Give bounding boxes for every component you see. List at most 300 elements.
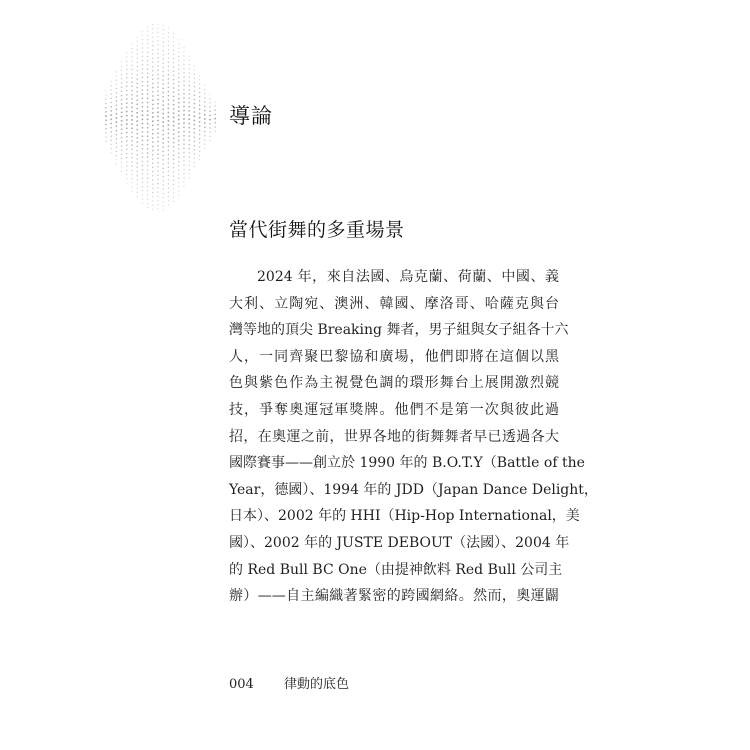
wave-dot — [178, 140, 180, 142]
wave-dot — [111, 81, 112, 82]
wave-dot — [168, 95, 170, 97]
wave-dot — [199, 117, 201, 119]
wave-dot — [178, 52, 179, 53]
wave-dot — [173, 121, 175, 123]
wave-dot — [194, 86, 195, 87]
wave-dot — [131, 119, 133, 121]
wave-dot — [168, 28, 169, 29]
wave-dot — [121, 116, 123, 118]
wave-dot — [199, 159, 200, 160]
wave-dot — [168, 61, 169, 62]
wave-dot — [121, 82, 122, 83]
wave-dot — [215, 101, 216, 102]
wave-dot — [142, 135, 144, 137]
wave-dot — [178, 85, 180, 87]
wave-dot — [183, 101, 185, 103]
wave-dot — [121, 158, 122, 159]
wave-dot — [121, 103, 123, 105]
wave-dot — [116, 96, 118, 98]
wave-dot — [121, 74, 122, 75]
wave-dot — [147, 47, 148, 48]
wave-dot — [141, 110, 143, 112]
wave-dot — [126, 127, 128, 129]
wave-dot — [126, 165, 127, 166]
wave-dot — [162, 142, 164, 144]
wave-dot — [115, 121, 117, 123]
wave-dot — [137, 41, 138, 42]
wave-dot — [121, 141, 123, 143]
wave-dot — [116, 88, 117, 89]
wave-dot — [137, 53, 138, 54]
wave-dot — [189, 56, 190, 57]
wave-dot — [168, 187, 169, 188]
wave-dot — [131, 60, 132, 61]
wave-dot — [189, 161, 190, 162]
wave-dot — [105, 111, 107, 113]
wave-dot — [173, 159, 175, 161]
wave-dot — [162, 159, 164, 161]
wave-dot — [173, 54, 174, 55]
body-line: 技，爭奪奧運冠軍獎牌。他們不是第一次與彼此過 — [229, 401, 559, 418]
wave-dot — [105, 119, 107, 121]
wave-dot — [152, 120, 154, 122]
wave-dot — [168, 133, 170, 135]
wave-dot — [147, 131, 149, 133]
wave-dot — [199, 134, 201, 136]
wave-dot — [157, 23, 158, 24]
wave-dot — [152, 91, 154, 93]
wave-dot — [209, 114, 211, 116]
wave-dot — [152, 66, 154, 68]
wave-dot — [188, 131, 190, 133]
wave-dot — [162, 62, 163, 63]
wave-dot — [194, 99, 196, 101]
wave-dot — [126, 144, 128, 146]
wave-dot — [126, 94, 128, 96]
wave-dot — [168, 166, 170, 168]
wave-dot — [178, 68, 179, 69]
wave-dot — [188, 93, 190, 95]
wave-dot — [142, 72, 144, 74]
wave-dot — [189, 68, 190, 69]
wave-dot — [167, 120, 169, 122]
wave-dot — [131, 106, 133, 108]
wave-dot — [126, 69, 127, 70]
wave-dot — [147, 173, 148, 174]
wave-dot — [178, 182, 179, 183]
wave-dot — [110, 93, 111, 94]
wave-dot — [183, 68, 184, 69]
wave-dot — [152, 200, 153, 201]
wave-dot — [183, 173, 184, 174]
wave-dot — [147, 190, 148, 191]
wave-dot — [152, 209, 153, 210]
wave-dot — [157, 145, 159, 147]
wave-dot — [142, 203, 143, 204]
wave-dot — [126, 102, 128, 104]
wave-dot — [188, 97, 190, 99]
wave-dot — [193, 124, 195, 126]
wave-dot — [105, 136, 106, 137]
wave-dot — [189, 169, 190, 170]
wave-dot — [204, 85, 205, 86]
wave-dot — [183, 118, 185, 120]
wave-dot — [168, 200, 169, 201]
wave-dot — [168, 192, 169, 193]
wave-dot — [157, 200, 158, 201]
wave-dot — [173, 108, 175, 110]
wave-dot — [142, 68, 144, 70]
wave-dot — [193, 115, 195, 117]
wave-dot — [131, 132, 133, 134]
wave-dot — [167, 124, 169, 126]
wave-dot — [142, 106, 144, 108]
wave-dot — [147, 35, 148, 36]
wave-dot — [147, 77, 149, 79]
wave-dot — [105, 103, 107, 105]
body-line: 人，一同齊聚巴黎協和廣場，他們即將在這個以黑 — [229, 348, 559, 365]
wave-dot — [178, 119, 180, 121]
wave-dot — [183, 143, 185, 145]
wave-dot — [110, 98, 112, 100]
wave-dot — [116, 84, 117, 85]
wave-dot — [162, 67, 164, 69]
wave-dot — [193, 111, 195, 113]
wave-dot — [178, 131, 180, 133]
wave-dot — [121, 107, 123, 109]
wave-dot — [126, 161, 127, 162]
wave-dot — [147, 186, 148, 187]
wave-dot — [147, 152, 149, 154]
wave-dot — [111, 152, 112, 153]
wave-dot — [199, 121, 201, 123]
wave-dot — [136, 62, 137, 63]
wave-dot — [142, 93, 144, 95]
wave-dot — [116, 104, 118, 106]
wave-dot — [188, 144, 190, 146]
wave-dot — [173, 154, 175, 156]
wave-dot — [173, 192, 174, 193]
wave-dot — [173, 100, 175, 102]
wave-dot — [157, 170, 159, 172]
wave-dot — [178, 106, 180, 108]
wave-dot — [131, 161, 132, 162]
wave-dot — [162, 121, 164, 123]
wave-dot — [168, 103, 170, 105]
wave-dot — [110, 135, 112, 137]
wave-dot — [157, 166, 159, 168]
wave-dot — [131, 123, 133, 125]
wave-dot — [194, 153, 195, 154]
wave-dot — [178, 56, 179, 57]
wave-dot — [157, 149, 159, 151]
wave-dot — [131, 86, 133, 88]
wave-dot — [183, 131, 185, 133]
wave-dot — [188, 81, 189, 82]
wave-dot — [152, 171, 154, 173]
wave-dot — [131, 127, 133, 129]
wave-dot — [194, 94, 196, 96]
wave-dot — [199, 108, 201, 110]
wave-dot — [136, 74, 138, 76]
wave-dot — [131, 73, 132, 74]
wave-dot — [105, 107, 107, 109]
wave-dot — [209, 119, 211, 121]
wave-dot — [136, 145, 138, 147]
wave-dot — [110, 140, 111, 141]
wave-dot — [204, 114, 206, 116]
page-number: 004 — [229, 677, 254, 692]
wave-dot — [194, 141, 196, 143]
wave-dot — [105, 115, 107, 117]
wave-dot — [126, 106, 128, 108]
wave-dot — [173, 91, 175, 93]
wave-dot — [136, 150, 138, 152]
wave-dot — [157, 183, 158, 184]
wave-dot — [178, 169, 179, 170]
wave-dot — [215, 131, 216, 132]
wave-dot — [157, 141, 159, 143]
wave-dot — [157, 137, 159, 139]
wave-dot — [173, 163, 175, 165]
wave-dot — [142, 169, 143, 170]
wave-dot — [111, 144, 112, 145]
wave-dot — [189, 165, 190, 166]
wave-dot — [142, 194, 143, 195]
wave-dot — [136, 116, 138, 118]
wave-dot — [173, 83, 175, 85]
wave-dot — [136, 112, 138, 114]
wave-dot — [168, 158, 170, 160]
wave-dot — [173, 87, 175, 89]
wave-dot — [178, 161, 180, 163]
wave-dot — [126, 81, 128, 83]
body-line: 大利、立陶宛、澳洲、韓國、摩洛哥、哈薩克與台 — [229, 295, 559, 312]
wave-dot — [136, 162, 138, 164]
wave-dot — [173, 201, 174, 202]
wave-dot — [152, 78, 154, 80]
wave-dot — [157, 111, 159, 113]
wave-dot — [173, 138, 175, 140]
wave-dot — [168, 53, 169, 54]
wave-dot — [131, 44, 132, 45]
wave-dot — [116, 79, 117, 80]
wave-dot — [126, 56, 127, 57]
wave-dot — [199, 96, 201, 98]
wave-dot — [178, 48, 179, 49]
wave-dot — [137, 175, 138, 176]
body-line: Year，德國）、1994 年的 JDD（Japan Dance Delight， — [229, 481, 598, 498]
wave-dot — [168, 74, 170, 76]
wave-dot — [162, 113, 164, 115]
wave-dot — [142, 47, 143, 48]
wave-dot — [116, 142, 118, 144]
wave-dot — [204, 97, 205, 98]
wave-dot — [178, 81, 180, 83]
wave-dot — [147, 207, 148, 208]
wave-dot — [152, 150, 154, 152]
wave-dot — [214, 122, 216, 124]
wave-dot — [147, 39, 148, 40]
wave-dot — [204, 135, 206, 137]
wave-dot — [152, 41, 153, 42]
wave-dot — [199, 138, 201, 140]
wave-dot — [168, 154, 170, 156]
wave-dot — [126, 149, 128, 151]
wave-dot — [142, 182, 143, 183]
wave-dot — [142, 140, 144, 142]
wave-dot — [163, 37, 164, 38]
wave-dot — [168, 40, 169, 41]
wave-dot — [157, 196, 158, 197]
wave-dot — [178, 64, 179, 65]
wave-dot — [152, 167, 154, 169]
wave-dot — [189, 72, 190, 73]
wave-dot — [209, 94, 210, 95]
wave-dot — [141, 127, 143, 129]
wave-dot — [199, 155, 200, 156]
wave-dot — [163, 201, 164, 202]
wave-dot — [173, 112, 175, 114]
wave-dot — [131, 182, 132, 183]
wave-dot — [173, 129, 175, 131]
wave-dot — [188, 123, 190, 125]
wave-dot — [173, 180, 174, 181]
wave-dot — [147, 72, 149, 74]
wave-dot — [183, 160, 184, 161]
wave-dot — [178, 94, 180, 96]
wave-dot — [173, 66, 174, 67]
wave-dot — [126, 86, 128, 88]
wave-dot — [131, 65, 132, 66]
wave-dot — [168, 91, 170, 93]
wave-dot — [194, 82, 195, 83]
wave-dot — [188, 89, 190, 91]
wave-dot — [152, 141, 154, 143]
wave-dot — [162, 117, 164, 119]
wave-dot — [142, 60, 143, 61]
wave-dot — [163, 42, 164, 43]
wave-dot — [147, 60, 148, 61]
wave-dot — [167, 116, 169, 118]
wave-dot — [183, 122, 185, 124]
wave-dot — [157, 90, 159, 92]
wave-dot — [157, 128, 159, 130]
wave-dot — [152, 192, 153, 193]
wave-dot — [183, 114, 185, 116]
wave-dot — [163, 29, 164, 30]
wave-dot — [163, 50, 164, 51]
wave-dot — [152, 57, 153, 58]
wave-dot — [131, 178, 132, 179]
wave-dot — [209, 136, 210, 137]
wave-dot — [183, 47, 184, 48]
wave-dot — [136, 171, 137, 172]
wave-dot — [147, 194, 148, 195]
wave-dot — [152, 95, 154, 97]
wave-dot — [199, 151, 200, 152]
wave-dot — [137, 183, 138, 184]
wave-dot — [147, 203, 148, 204]
wave-dot — [157, 28, 158, 29]
wave-dot — [183, 55, 184, 56]
wave-dot — [142, 173, 143, 174]
wave-dot — [121, 120, 123, 122]
wave-dot — [209, 127, 211, 129]
wave-dot — [142, 39, 143, 40]
wave-dot — [147, 81, 149, 83]
wave-dot — [199, 75, 200, 76]
wave-dot — [157, 99, 159, 101]
wave-dot — [173, 45, 174, 46]
wave-dot — [163, 210, 164, 211]
wave-dot — [115, 113, 117, 115]
body-line: 招，在奧運之前，世界各地的街舞舞者早已透過各大 — [229, 428, 559, 445]
wave-dot — [183, 97, 185, 99]
wave-dot — [162, 125, 164, 127]
wave-dot — [163, 197, 164, 198]
wave-dot — [194, 132, 196, 134]
wave-dot — [105, 124, 107, 126]
wave-dot — [121, 162, 122, 163]
wave-dot — [142, 186, 143, 187]
wave-dot — [168, 162, 170, 164]
wave-dot — [116, 130, 118, 132]
wave-dot — [147, 156, 149, 158]
wave-dot — [193, 119, 195, 121]
wave-dot — [152, 158, 154, 160]
wave-dot — [136, 91, 138, 93]
wave-dot — [178, 39, 179, 40]
wave-dot — [209, 131, 210, 132]
wave-dot — [147, 68, 149, 70]
wave-dot — [157, 187, 158, 188]
wave-dot — [147, 177, 148, 178]
wave-dot — [183, 80, 185, 82]
wave-dot — [209, 102, 210, 103]
wave-dot — [173, 188, 174, 189]
wave-dot — [152, 53, 153, 54]
wave-dot — [188, 148, 190, 150]
wave-dot — [126, 119, 128, 121]
wave-dot — [157, 65, 159, 67]
wave-dot — [157, 158, 159, 160]
wave-dot — [168, 70, 170, 72]
wave-dot — [188, 139, 190, 141]
wave-dot — [136, 137, 138, 139]
wave-dot — [163, 25, 164, 26]
wave-dot — [147, 31, 148, 32]
wave-dot — [142, 52, 143, 53]
wave-dot — [152, 133, 154, 135]
wave-dot — [142, 56, 143, 57]
wave-dot — [115, 117, 117, 119]
wave-dot — [137, 57, 138, 58]
wave-dot — [173, 167, 174, 168]
wave-dot — [157, 40, 158, 41]
wave-dot — [194, 90, 196, 92]
wave-dot — [131, 90, 133, 92]
wave-dot — [168, 99, 170, 101]
wave-dot — [141, 114, 143, 116]
wave-dot — [147, 123, 149, 125]
wave-dot — [157, 61, 158, 62]
wave-dot — [173, 146, 175, 148]
wave-dot — [199, 142, 200, 143]
wave-dot — [110, 114, 112, 116]
wave-dot — [168, 86, 170, 88]
wave-dot — [173, 150, 175, 152]
